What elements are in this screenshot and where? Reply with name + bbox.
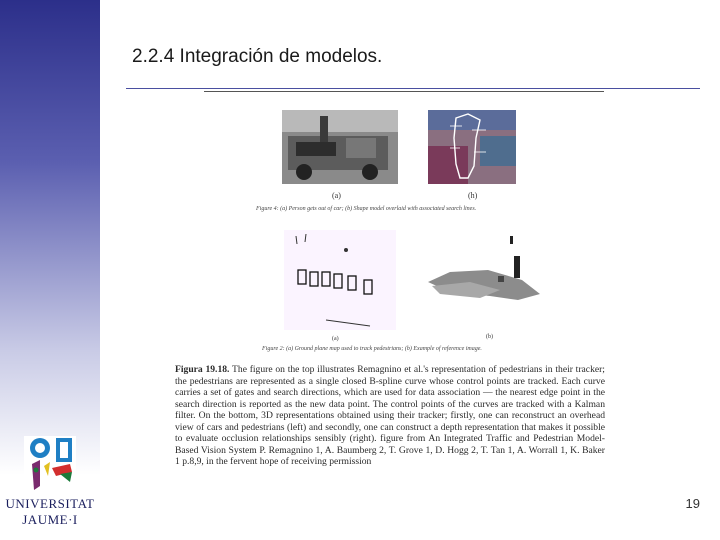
depth-representation bbox=[428, 236, 540, 300]
label-a-top: (a) bbox=[332, 191, 341, 200]
caption-bottom: Figure 2: (a) Ground plane map used to track pedestrians; (b) Example of reference image. bbox=[262, 346, 482, 352]
slide-title: 2.2.4 Integración de modelos. bbox=[132, 46, 383, 67]
photo-person-car bbox=[282, 110, 398, 184]
ground-plane-map bbox=[284, 230, 396, 330]
label-b-top: (h) bbox=[468, 191, 478, 200]
figure-excerpt bbox=[175, 364, 605, 468]
logo-text-universitat: UNIVERSITAT bbox=[5, 496, 95, 511]
logo-text-jaume: JAUME·I bbox=[22, 512, 78, 527]
figure-description: The figure on the top illustrates Remagnino et al.'s representation of pedestrians in their tracker; the pedestrians are represented as a single closed B-spline curve whose control points are tracked. Each curve carries a set of gates and search directions, which are used for data association — the nearest edge point in the search direction is reported as the new data point. The control points of the curves are tracked with a Kalman filter. On the bottom, 3D representations obtained using their tracker; firstly, one can reconstruct an overhead view of cars and pedestrians (left) and secondly, one can construct a depth representation that makes it possible to evaluate occlusion relationships sensibly (right). figure from An Integrated Traffic and Pedestrian Model-Based Vision System P. Remagnino 1, A. Baumberg 2, T. Grove 1, D. Hogg 2, T. Tan 1, A. Worrall 1, K. Baker 1 p.8,9, in the fervent hope of receiving permission bbox=[175, 364, 605, 467]
figure-label: Figura 19.18. bbox=[175, 364, 230, 375]
svg-text:(a): (a) bbox=[332, 336, 339, 342]
page-number: 19 bbox=[685, 496, 700, 511]
caption-top: Figure 4: (a) Person gets out of car; (b) Shape model overlaid with associated search lines. bbox=[256, 206, 477, 212]
university-logo bbox=[0, 430, 100, 540]
photo-shape-model bbox=[428, 110, 516, 184]
svg-text:(b): (b) bbox=[486, 334, 493, 340]
